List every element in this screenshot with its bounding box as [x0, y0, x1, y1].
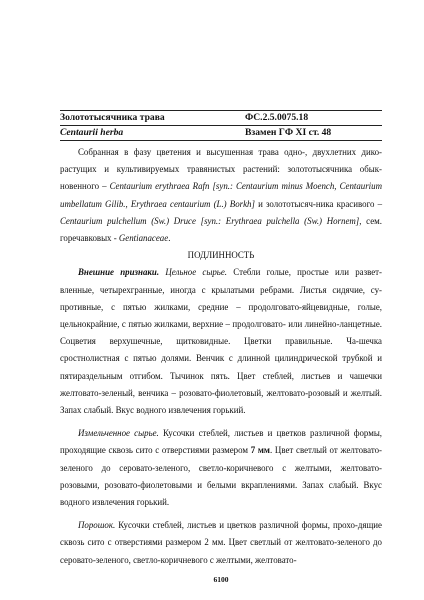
document-page — [60, 0, 382, 600]
powder-paragraph — [60, 517, 382, 569]
monograph-title-lat: Centaurii herba — [60, 127, 124, 138]
header-rule-top — [60, 110, 382, 111]
sieve-size: 7 мм — [250, 445, 270, 456]
appearance-heading: Внешние признаки. — [78, 267, 160, 278]
monograph-title-ru: Золототысячника трава — [60, 112, 165, 123]
monograph-code: ФС.2.5.0075.18 — [245, 112, 309, 123]
species-name-2: Centaurium pulchellum (Sw.) Druce [syn.: Erythraea pulchella (Sw.) Hornem] — [60, 215, 360, 226]
species-name-1: Centaurium erythraea Rafn [syn.: Centaurium minus Moench, Centaurium umbellatum Gilib., Erythraea centaurium (L.) Borkh] — [60, 181, 382, 209]
intro-text-2: и золототысяч-ника красивого – — [254, 198, 383, 209]
document-body — [60, 144, 382, 569]
appearance-text: Стебли голые, простые или развет-вленные, четырехгранные, иногда с крылатыми ребрами. Листья сидячие, су-противные, с пятью жилками, средние – продолговато-яйцевидные, голые, цельнокрайние, с пятью жилками, верхние – продолговато- или линейно-ланцетные. Соцветия верхушечные, щитковидные. Цветки правильные. Ча-шечка сростнолистная с пятью долями. Венчик с длинной цилиндрической трубкой и пятираздельным отгибом. Тычинок пять. Цвет стеблей, листьев и чашечки желтовато-зеленый, венчика – розовато-фиолетовый, желтовато-розовый и желтый. Запах слабый. Вкус водного извлечения горький. — [60, 267, 383, 416]
header-row-1 — [60, 112, 382, 124]
intro-text-4: . — [168, 233, 171, 244]
appearance-paragraph — [60, 264, 382, 419]
powder-heading: Порошок. — [78, 520, 116, 531]
whole-material-heading: Цельное сырье. — [165, 267, 227, 278]
header-rule-bottom — [60, 140, 382, 141]
page-number: 6100 — [213, 575, 229, 584]
section-title: ПОДЛИННОСТЬ — [187, 250, 255, 261]
crushed-text-1: Кусочки стеблей, листьев и цветков различной формы, проходящие сквозь сито с отверстиями размером — [60, 428, 382, 456]
replaces-note: Взамен ГФ XI ст. 48 — [245, 127, 332, 138]
crushed-text-2: . Цвет светлый от желтовато-зеленого до серовато-зеленого, светло-коричневого с желтыми, желтовато-розовыми, розовато-фиолетовыми и белыми вкраплениями. Запах слабый. Вкус водного извлечения горький. — [60, 445, 382, 508]
powder-text: Кусочки стеблей, листьев и цветков различной формы, прохо-дящие сквозь сито с отверстиями размером 2 мм. Цвет светлый от желтовато-зеленого до серовато-зеленого, светло-коричневого с желтыми, желтовато- — [60, 520, 382, 565]
crushed-heading: Измельченное сырье. — [78, 428, 159, 439]
intro-text-1: Собранная в фазу цветения и высушенная трава одно-, двухлетних дико-растущих и культивируемых травянистых растений: золототысячника обык-новенного – — [60, 147, 382, 192]
crushed-paragraph — [60, 425, 382, 511]
intro-paragraph — [60, 144, 382, 247]
family-name: Gentianaceae — [118, 233, 169, 244]
header-row-2 — [60, 127, 382, 139]
intro-text-3: , сем. горечавковых - — [60, 215, 382, 244]
header-rule-middle — [60, 125, 382, 126]
